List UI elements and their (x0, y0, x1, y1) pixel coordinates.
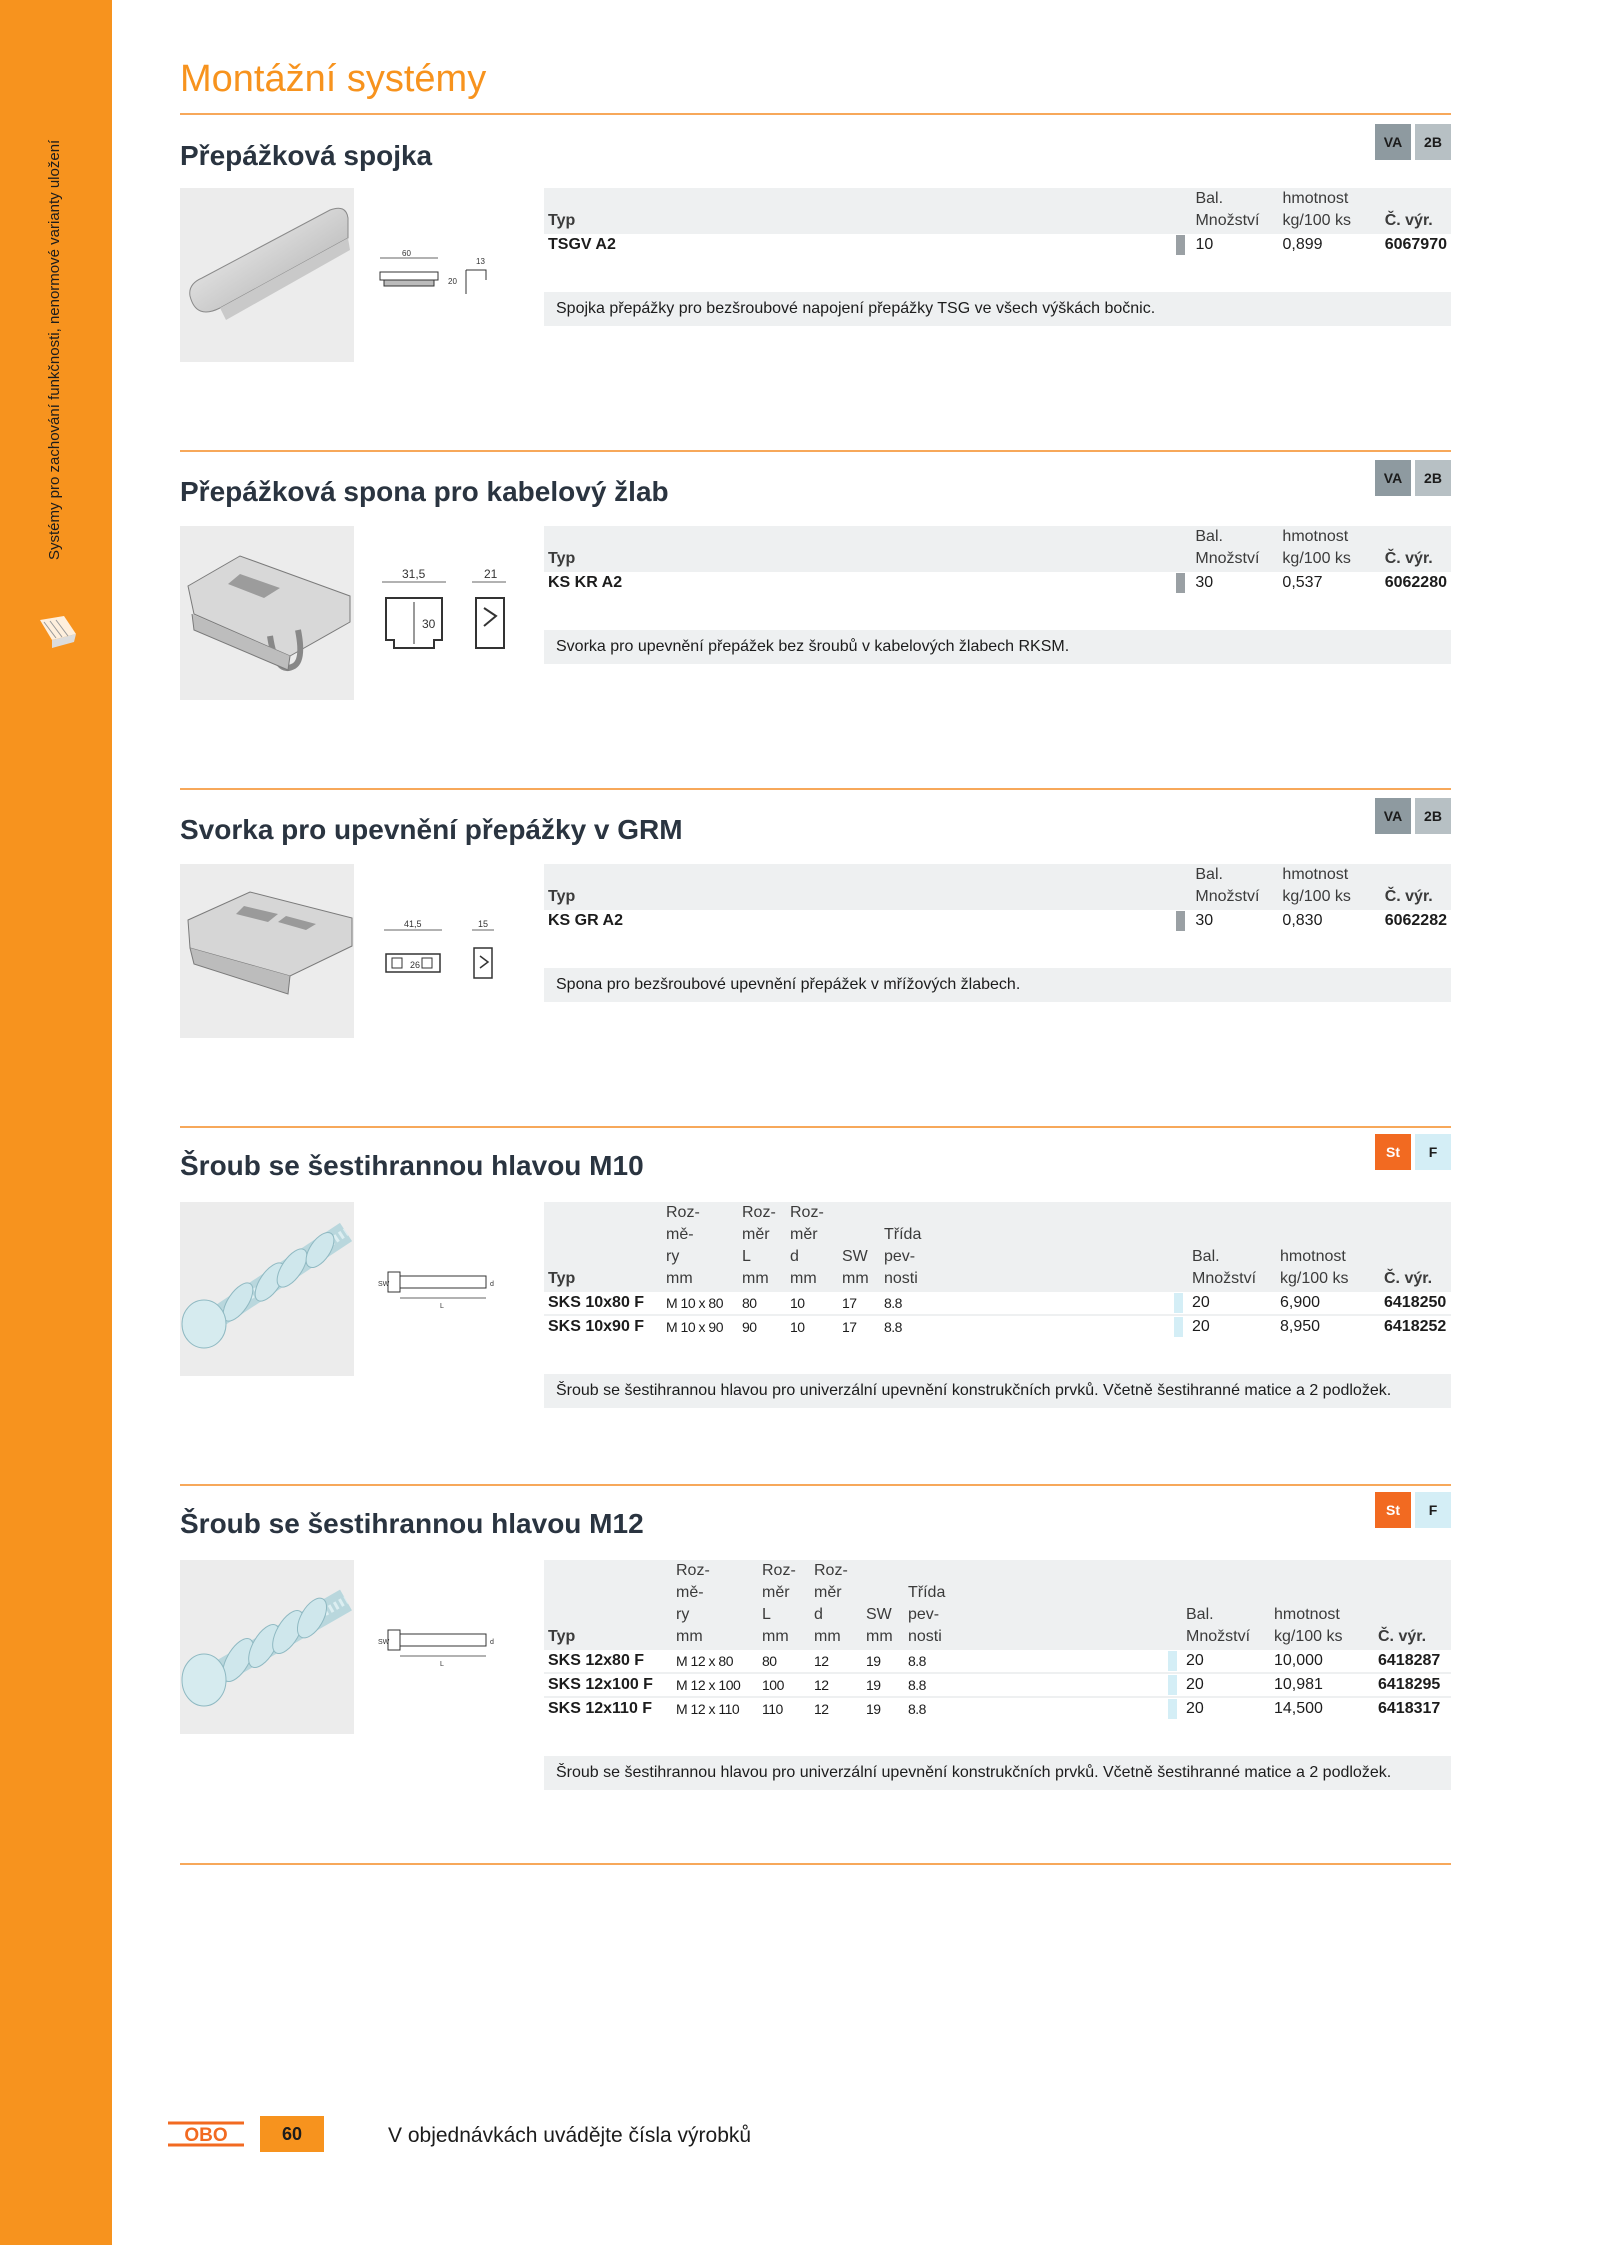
title-rule (180, 113, 1451, 115)
page-number: 60 (260, 2116, 324, 2152)
technical-drawing (376, 250, 506, 310)
badge-group (1375, 1134, 1451, 1170)
dim-label: 31,5 (402, 568, 426, 581)
section-title: Přepážková spojka (180, 140, 433, 171)
col-header-typ: Typ (548, 212, 576, 229)
dim-label: SW (378, 1639, 390, 1646)
badge-group (1375, 124, 1451, 160)
table-row: SKS 10x80 F M 10 x 80 80 10 17 8.8 20 6,900 6418250 (544, 1291, 1451, 1315)
table-row: TSGV A2 10 0,899 6067970 (544, 233, 1451, 256)
material-badge-va: VA (1375, 124, 1411, 160)
finish-badge-f: F (1415, 1492, 1451, 1528)
material-badge-st: St (1375, 1492, 1411, 1528)
product-description: Spona pro bezšroubové upevnění přepážek v mřížových žlabech. (544, 968, 1451, 1002)
product-description: Spojka přepážky pro bezšroubové napojení přepážky TSG ve všech výškách bočnic. (544, 292, 1451, 326)
section-title: Svorka pro upevnění přepážky v GRM (180, 814, 683, 845)
product-table: Roz- Roz- Roz- mě- měr měr Třída ry L d SW pev- Bal. hmotnost Typ mm mm mm mm nosti Množství kg/100 ks Č. výr. SKS 10x80 F M 10 x 80 80 10 17 8.8 20 6,900 6418250 SKS 10x90 F M 10 x 90 90 10 17 8.8 20 8,950 6418252 (544, 1202, 1451, 1338)
col-header-kg: kg/100 ks (1282, 212, 1351, 229)
table-row: KS GR A2 30 0,830 6062282 (544, 909, 1451, 932)
section-title: Přepážková spona pro kabelový žlab (180, 476, 669, 507)
finish-badge-2b: 2B (1415, 798, 1451, 834)
table-row: SKS 12x80 F M 12 x 80 80 12 19 8.8 20 10,000 6418287 (544, 1649, 1451, 1673)
dim-label: L (440, 1303, 444, 1310)
material-badge-st: St (1375, 1134, 1411, 1170)
footer-rule (180, 1863, 1451, 1865)
product-photo (180, 1560, 354, 1734)
page-title: Montážní systémy (180, 58, 487, 100)
dim-label: 30 (422, 617, 436, 631)
finish-badge-2b: 2B (1415, 460, 1451, 496)
col-header-weight: hmotnost (1282, 190, 1349, 207)
technical-drawing (376, 918, 526, 998)
product-photo (180, 188, 354, 362)
badge-group (1375, 460, 1451, 496)
dim-label: 60 (402, 250, 411, 258)
technical-drawing (376, 568, 526, 678)
finish-badge-f: F (1415, 1134, 1451, 1170)
table-row: SKS 12x100 F M 12 x 100 100 12 19 8.8 20 10,981 6418295 (544, 1673, 1451, 1697)
section-rule (180, 788, 1451, 790)
col-header-article: Č. výr. (1384, 212, 1433, 229)
dim-label: 13 (476, 257, 485, 266)
product-photo (180, 526, 354, 700)
dim-label: 20 (448, 277, 457, 286)
product-description: Svorka pro upevnění přepážek bez šroubů v kabelových žlabech RKSM. (544, 630, 1451, 664)
section-rule (180, 450, 1451, 452)
product-photo (180, 1202, 354, 1376)
finish-badge-2b: 2B (1415, 124, 1451, 160)
dim-label: L (440, 1661, 444, 1668)
badge-group (1375, 1492, 1451, 1528)
product-description: Šroub se šestihrannou hlavou pro univerzální upevnění konstrukčních prvků. Včetně šestihranné matice a 2 podložek. (544, 1374, 1451, 1408)
section-rule (180, 1126, 1451, 1128)
technical-drawing (376, 1622, 506, 1672)
table-row: SKS 10x90 F M 10 x 90 90 10 17 8.8 20 8,950 6418252 (544, 1315, 1451, 1338)
table-row: SKS 12x110 F M 12 x 110 110 12 19 8.8 20 14,500 6418317 (544, 1697, 1451, 1720)
product-photo (180, 864, 354, 1038)
dim-label: 26 (410, 960, 421, 970)
material-badge-va: VA (1375, 798, 1411, 834)
obo-logo (166, 2117, 246, 2151)
product-table: Bal. hmotnost Typ Množství kg/100 ks Č. výr. KS GR A2 30 0,830 6062282 (544, 864, 1451, 932)
material-badge-va: VA (1375, 460, 1411, 496)
col-header-qty: Množství (1195, 212, 1260, 229)
section-rule (180, 1484, 1451, 1486)
product-table: Roz- Roz- Roz- mě- měr měr Třída ry L d SW pev- Bal. hmotnost Typ mm mm mm mm nosti Množství kg/100 ks Č. výr. SKS 12x80 F M 12 x 80 80 12 19 8.8 20 10,000 6418287 SKS 12x100 F M 12 x 100 100 12 19 8.8 20 10,981 6418295 SKS 12x110 F M 12 x 110 110 12 19 8.8 20 14,500 6418317 (544, 1560, 1451, 1720)
col-header-bal: Bal. (1195, 190, 1224, 207)
technical-drawing (376, 1264, 506, 1314)
product-table: Bal. hmotnost Typ Množství kg/100 ks Č. výr. KS KR A2 30 0,537 6062280 (544, 526, 1451, 594)
dim-label: 15 (478, 919, 489, 929)
section-title: Šroub se šestihrannou hlavou M12 (180, 1508, 644, 1539)
dim-label: 21 (484, 568, 498, 581)
cable-tray-icon (38, 612, 78, 652)
dim-label: 41,5 (404, 919, 422, 929)
product-description: Šroub se šestihrannou hlavou pro univerzální upevnění konstrukčních prvků. Včetně šestihranné matice a 2 podložek. (544, 1756, 1451, 1790)
dim-label: d (490, 1639, 494, 1646)
section-title: Šroub se šestihrannou hlavou M10 (180, 1150, 644, 1181)
dim-label: d (490, 1281, 494, 1288)
dim-label: SW (378, 1281, 390, 1288)
product-table (544, 188, 1451, 256)
table-row: KS KR A2 30 0,537 6062280 (544, 571, 1451, 594)
svg-text:OBO: OBO (184, 2125, 228, 2146)
badge-group (1375, 798, 1451, 834)
footer-note: V objednávkách uvádějte čísla výrobků (388, 2124, 752, 2147)
